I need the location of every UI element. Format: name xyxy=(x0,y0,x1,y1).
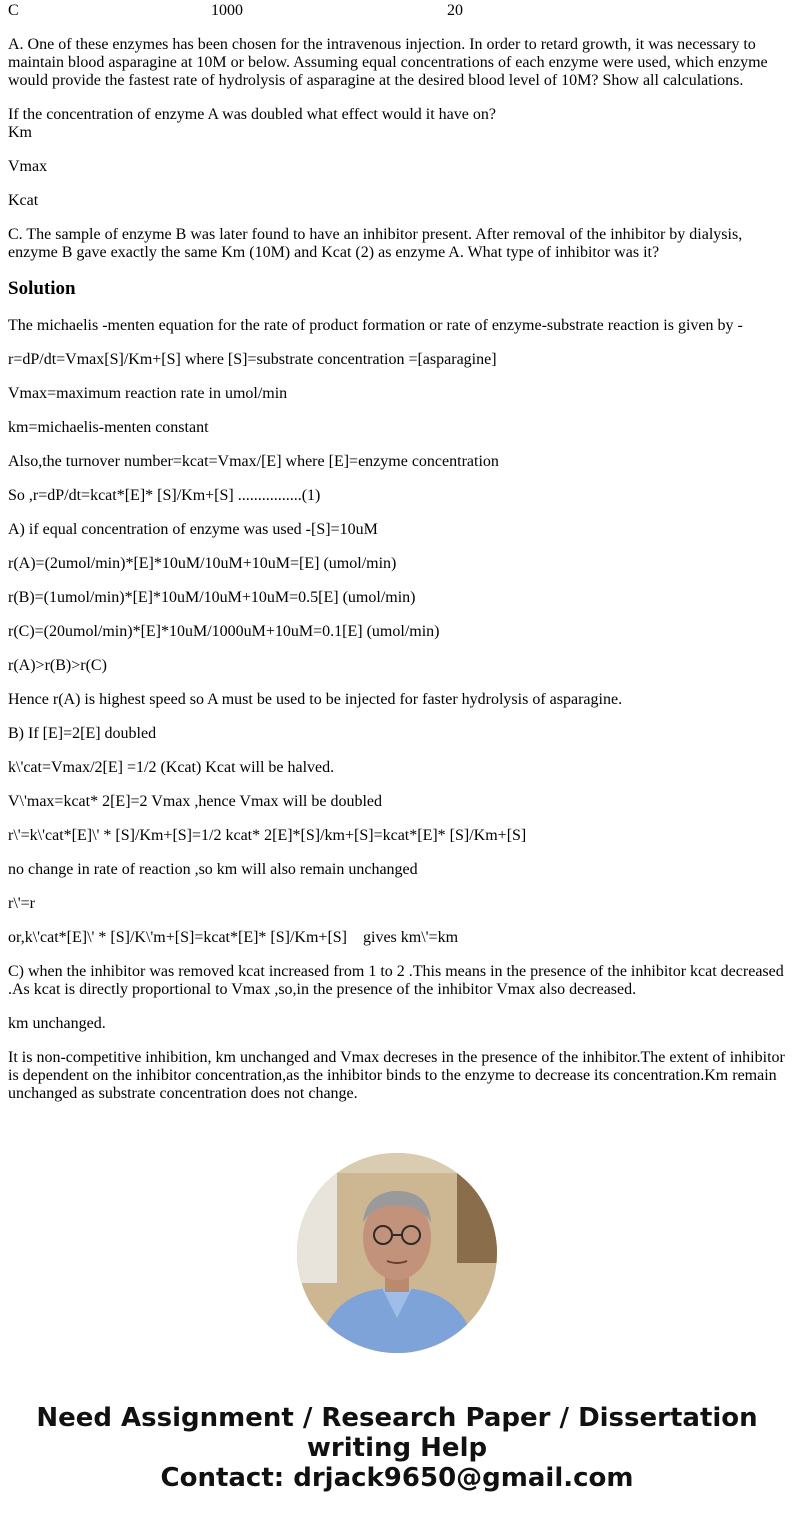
question-a: A. One of these enzymes has been chosen for the intravenous injection. In order to retard growth, it was necessary to maintain blood asparagine at 10M or below. Assuming equal concentrations of each enzyme were used, which enzyme would provide the fastest rate of hydrolysis of asparagine at the desired blood level of 10M? Show all calculations. xyxy=(8,36,768,89)
solution-line: r(B)=(1umol/min)*[E]*10uM/10uM+10uM=0.5[E] (umol/min) xyxy=(8,589,416,606)
enzyme-name-cell: C xyxy=(8,2,19,19)
solution-line: km=michaelis-menten constant xyxy=(8,419,209,436)
solution-line: no change in rate of reaction ,so km will also remain unchanged xyxy=(8,861,418,878)
solution-line: B) If [E]=2[E] doubled xyxy=(8,725,157,742)
solution-line: r(C)=(20umol/min)*[E]*10uM/1000uM+10uM=0.1[E] (umol/min) xyxy=(8,623,440,640)
solution-line: r=dP/dt=Vmax[S]/Km+[S] where [S]=substrate concentration =[asparagine] xyxy=(8,351,497,368)
solution-line: Also,the turnover number=kcat=Vmax/[E] where [E]=enzyme concentration xyxy=(8,453,499,470)
solution-line: C) when the inhibitor was removed kcat increased from 1 to 2 .This means in the presence of the inhibitor kcat decreased .As kcat is directly proportional to Vmax ,so,in the presence of the inhibitor Vmax also decreased. xyxy=(8,963,788,998)
author-portrait-image xyxy=(297,1153,497,1353)
solution-line: km unchanged. xyxy=(8,1015,106,1032)
solution-line: r\'=k\'cat*[E]\' * [S]/Km+[S]=1/2 kcat* 2[E]*[S]/km+[S]=kcat*[E]* [S]/Km+[S] xyxy=(8,827,527,844)
solution-heading: Solution xyxy=(8,278,76,299)
solution-line: k\'cat=Vmax/2[E] =1/2 (Kcat) Kcat will be halved. xyxy=(8,759,335,776)
question-b-item-vmax: Vmax xyxy=(8,158,48,175)
question-b-item-km: Km xyxy=(8,124,32,141)
question-b-item-kcat: Kcat xyxy=(8,192,39,209)
question-b xyxy=(8,106,788,142)
solution-line: A) if equal concentration of enzyme was used -[S]=10uM xyxy=(8,521,378,538)
solution-line: Hence r(A) is highest speed so A must be used to be injected for faster hydrolysis of asparagine. xyxy=(8,691,623,708)
solution-line: The michaelis -menten equation for the rate of product formation or rate of enzyme-substrate reaction is given by - xyxy=(8,317,743,334)
solution-line: Vmax=maximum reaction rate in umol/min xyxy=(8,385,288,402)
solution-line: r(A)>r(B)>r(C) xyxy=(8,657,107,674)
question-b-intro: If the concentration of enzyme A was doubled what effect would it have on? xyxy=(8,106,496,123)
km-cell: 1000 xyxy=(211,2,243,19)
document-body xyxy=(8,2,788,1119)
author-avatar xyxy=(297,1153,497,1353)
promo-contact[interactable]: Contact: drjack9650@gmail.com xyxy=(160,1463,634,1493)
enzyme-table-row xyxy=(8,2,788,20)
promo-footer xyxy=(0,1403,794,1493)
promo-line-2: writing Help xyxy=(306,1433,488,1463)
solution-line: r\'=r xyxy=(8,895,36,912)
question-c: C. The sample of enzyme B was later found to have an inhibitor present. After removal of the inhibitor by dialysis, enzyme B gave exactly the same Km (10M) and Kcat (2) as enzyme A. What type of inhibitor was it? xyxy=(8,226,743,261)
solution-line: r(A)=(2umol/min)*[E]*10uM/10uM+10uM=[E] (umol/min) xyxy=(8,555,397,572)
solution-line: It is non-competitive inhibition, km unchanged and Vmax decreses in the presence of the inhibitor.The extent of inhibitor is dependent on the inhibitor concentration,as the inhibitor binds to the enzyme to decrease its concentration.Km remain unchanged as substrate concentration does not change. xyxy=(8,1049,789,1102)
promo-line-1: Need Assignment / Research Paper / Dissertation xyxy=(36,1403,758,1433)
solution-body xyxy=(8,317,788,1103)
solution-line: or,k\'cat*[E]\' * [S]/K\'m+[S]=kcat*[E]* [S]/Km+[S] gives km\'=km xyxy=(8,929,459,946)
solution-line: So ,r=dP/dt=kcat*[E]* [S]/Km+[S] ................(1) xyxy=(8,487,321,504)
kcat-cell: 20 xyxy=(447,2,463,19)
solution-line: V\'max=kcat* 2[E]=2 Vmax ,hence Vmax will be doubled xyxy=(8,793,383,810)
